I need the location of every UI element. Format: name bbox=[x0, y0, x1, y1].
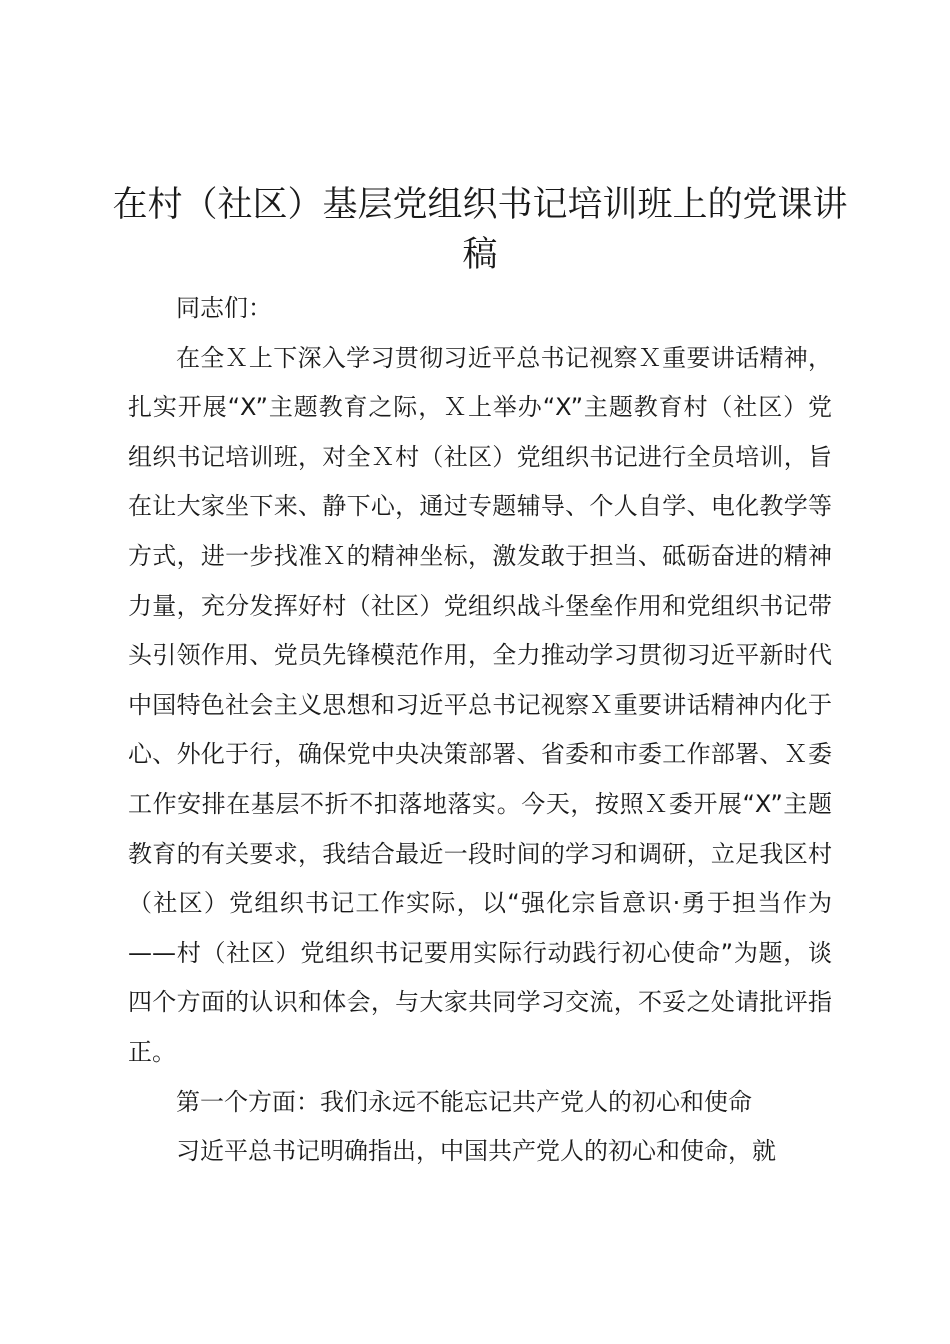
section-heading-1: 第一个方面：我们永远不能忘记共产党人的初心和使命 bbox=[176, 1087, 752, 1116]
document-page bbox=[112, 180, 848, 1177]
document-title: 在村（社区）基层党组织书记培训班上的党课讲稿 bbox=[112, 185, 848, 275]
body-paragraph-section-1: 习近平总书记明确指出，中国共产党人的初心和使命，就 bbox=[176, 1137, 776, 1166]
salutation: 同志们： bbox=[176, 294, 272, 322]
body-paragraph-intro: 在全Ｘ上下深入学习贯彻习近平总书记视察Ｘ重要讲话精神，扎实开展“X”主题教育之际，Ｘ上举办“X”主题教育村（社区）党组织书记培训班，对全Ｘ村（社区）党组织书记进行全员培训，旨在让大家坐下来、静下心，通过专题辅导、个人自学、电化教学等方式，进一步找准Ｘ的精神坐标，激发敢于担当、砥砺奋进的精神力量，充分发挥好村（社区）党组织战斗堡垒作用和党组织书记带头引领作用、党员先锋模范作用，全力推动学习贯彻习近平新时代中国特色社会主义思想和习近平总书记视察Ｘ重要讲话精神内化于心、外化于行，确保党中央决策部署、省委和市委工作部署、Ｘ委工作安排在基层不折不扣落地落实。今天，按照Ｘ委开展“X”主题教育的有关要求，我结合最近一段时间的学习和调研，立足我区村（社区）党组织书记工作实际，以“强化宗旨意识·勇于担当作为——村（社区）党组织书记要用实际行动践行初心使命”为题，谈四个方面的认识和体会，与大家共同学习交流，不妥之处请批评指正。 bbox=[128, 343, 832, 1066]
